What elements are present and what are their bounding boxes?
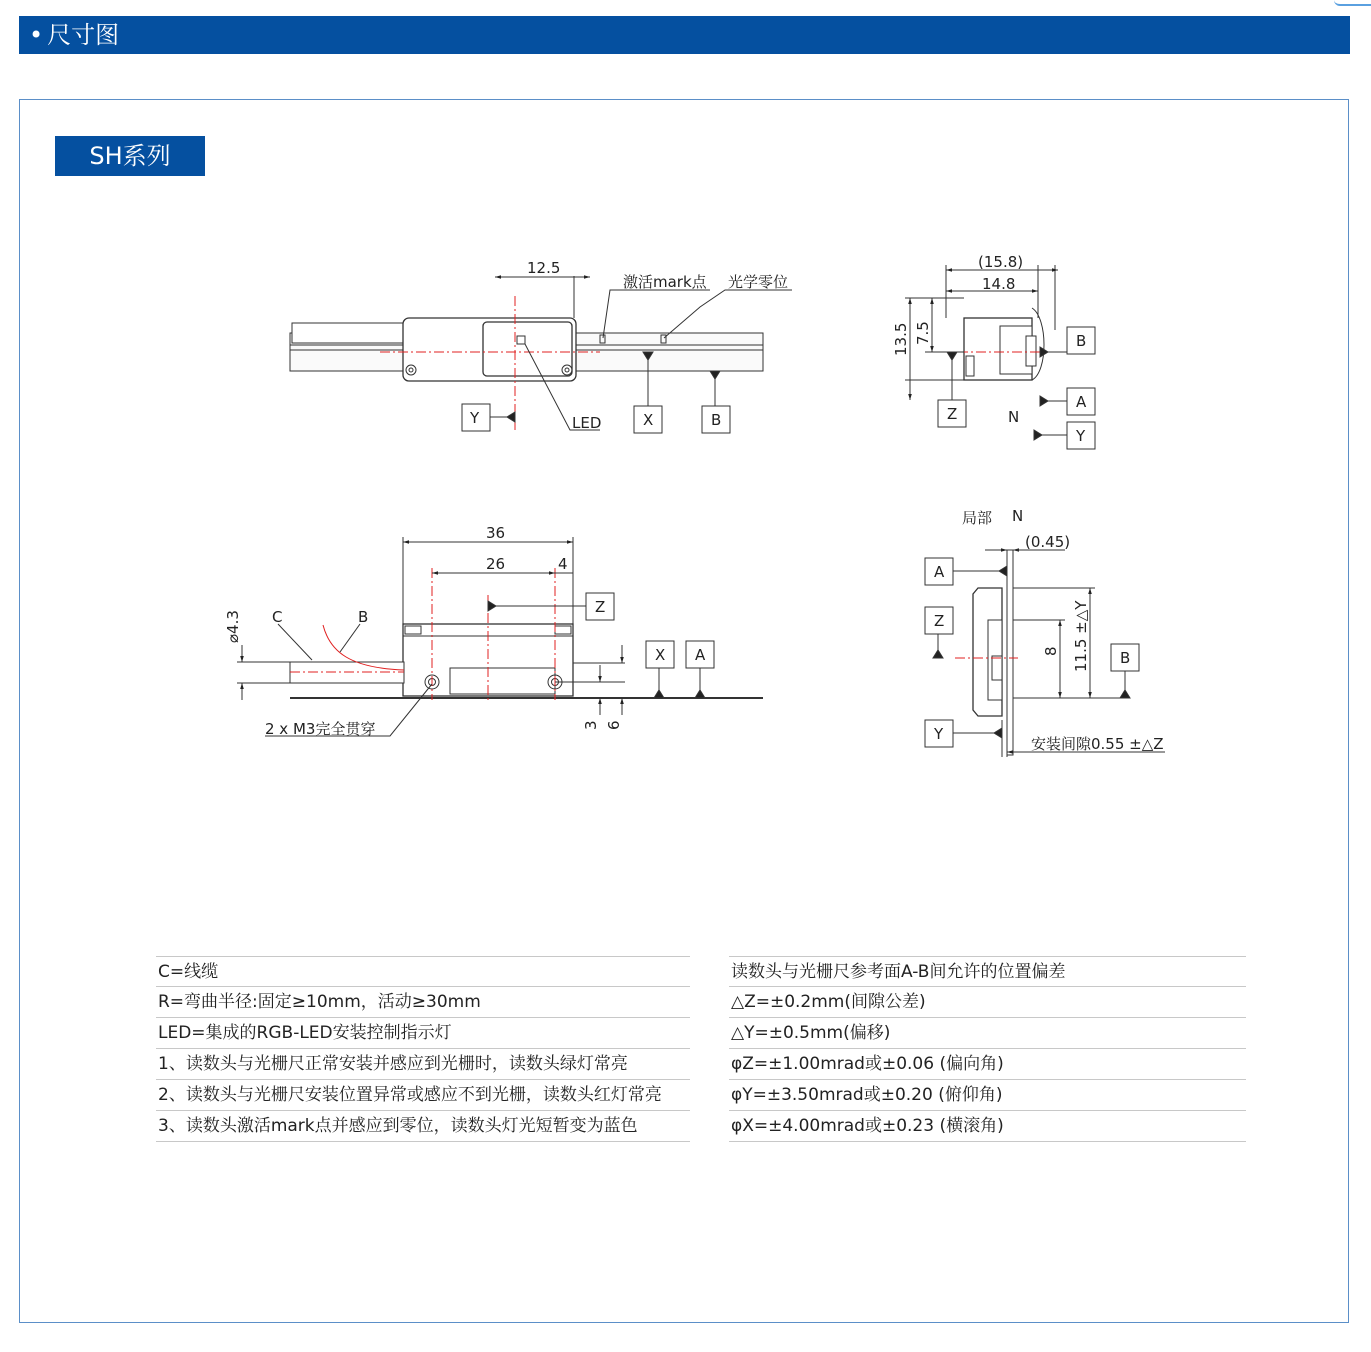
- detail-scale: [1007, 550, 1013, 755]
- table-row: 2、读数头与光栅尺安装位置异常或感应不到光栅，读数头红灯常亮: [156, 1080, 690, 1111]
- top-datum-x: X: [643, 411, 654, 429]
- dim-11-5: 11.5 ±△Y: [1072, 600, 1090, 672]
- table-row: 1、读数头与光栅尺正常安装并感应到光栅时，读数头绿灯常亮: [156, 1049, 690, 1080]
- gap-label: 安装间隙0.55 ±△Z: [1031, 735, 1164, 753]
- side-datum-z: Z: [947, 405, 958, 423]
- detail-title-n: N: [1012, 507, 1024, 525]
- detail-title: 局部: [962, 509, 993, 527]
- front-datum-a: A: [695, 646, 706, 664]
- side-datum-y: Y: [1076, 427, 1086, 445]
- side-datum-a: A: [1076, 393, 1087, 411]
- dim-3: 3: [582, 720, 600, 730]
- dim-13-5: 13.5: [892, 322, 910, 356]
- front-datum-x: X: [655, 646, 666, 664]
- dim-phi-4-3: ⌀4.3: [224, 610, 242, 643]
- label-m3-holes: 2 x M3完全贯穿: [265, 720, 376, 738]
- label-cable-c: C: [272, 608, 283, 626]
- top-view: [290, 276, 792, 433]
- section-title: 尺寸图: [47, 21, 120, 49]
- spec-table-left: [156, 956, 690, 1142]
- dim-26: 26: [486, 555, 506, 573]
- dim-0-45: (0.45): [1025, 533, 1071, 551]
- table-row: △Z=±0.2mm(间隙公差): [729, 987, 1246, 1018]
- table-row: C=线缆: [156, 956, 690, 987]
- detail-datum-b: B: [1120, 649, 1131, 667]
- table-row: LED=集成的RGB-LED安装控制指示灯: [156, 1018, 690, 1049]
- dim-6: 6: [605, 720, 623, 730]
- top-cable: [292, 323, 404, 343]
- detail-datum-a: A: [934, 563, 945, 581]
- table-row: 读数头与光栅尺参考面A-B间允许的位置偏差: [729, 956, 1246, 987]
- label-mark-point: 激活mark点: [623, 273, 707, 291]
- top-datum-y: Y: [470, 409, 480, 427]
- dim-14-8: 14.8: [982, 275, 1016, 293]
- label-led: LED: [572, 414, 602, 432]
- detail-datum-y: Y: [934, 725, 944, 743]
- label-bend-b: B: [358, 608, 369, 626]
- side-scale: [1026, 336, 1036, 366]
- dim-7-5: 7.5: [914, 321, 932, 345]
- top-datum-b: B: [711, 411, 722, 429]
- detail-datum-z: Z: [934, 612, 945, 630]
- dim-8: 8: [1042, 646, 1060, 656]
- label-optical-zero: 光学零位: [728, 273, 789, 291]
- side-datum-b: B: [1076, 332, 1087, 350]
- dim-12-5: 12.5: [527, 259, 561, 277]
- table-row: φX=±4.00mrad或±0.23 (横滚角): [729, 1111, 1246, 1142]
- series-badge: SH系列: [55, 136, 205, 176]
- table-row: △Y=±0.5mm(偏移): [729, 1018, 1246, 1049]
- dim-4: 4: [558, 555, 568, 573]
- header-bullet: •: [29, 21, 44, 49]
- dim-15-8: (15.8): [978, 253, 1024, 271]
- table-row: 3、读数头激活mark点并感应到零位，读数头灯光短暂变为蓝色: [156, 1111, 690, 1142]
- spec-table-right: [729, 956, 1246, 1142]
- table-row: φY=±3.50mrad或±0.20 (俯仰角): [729, 1080, 1246, 1111]
- side-label-n: N: [1008, 408, 1020, 426]
- table-row: R=弯曲半径:固定≥10mm，活动≥30mm: [156, 987, 690, 1018]
- front-datum-z: Z: [595, 598, 606, 616]
- dim-36: 36: [486, 524, 506, 542]
- table-row: φZ=±1.00mrad或±0.06 (偏向角): [729, 1049, 1246, 1080]
